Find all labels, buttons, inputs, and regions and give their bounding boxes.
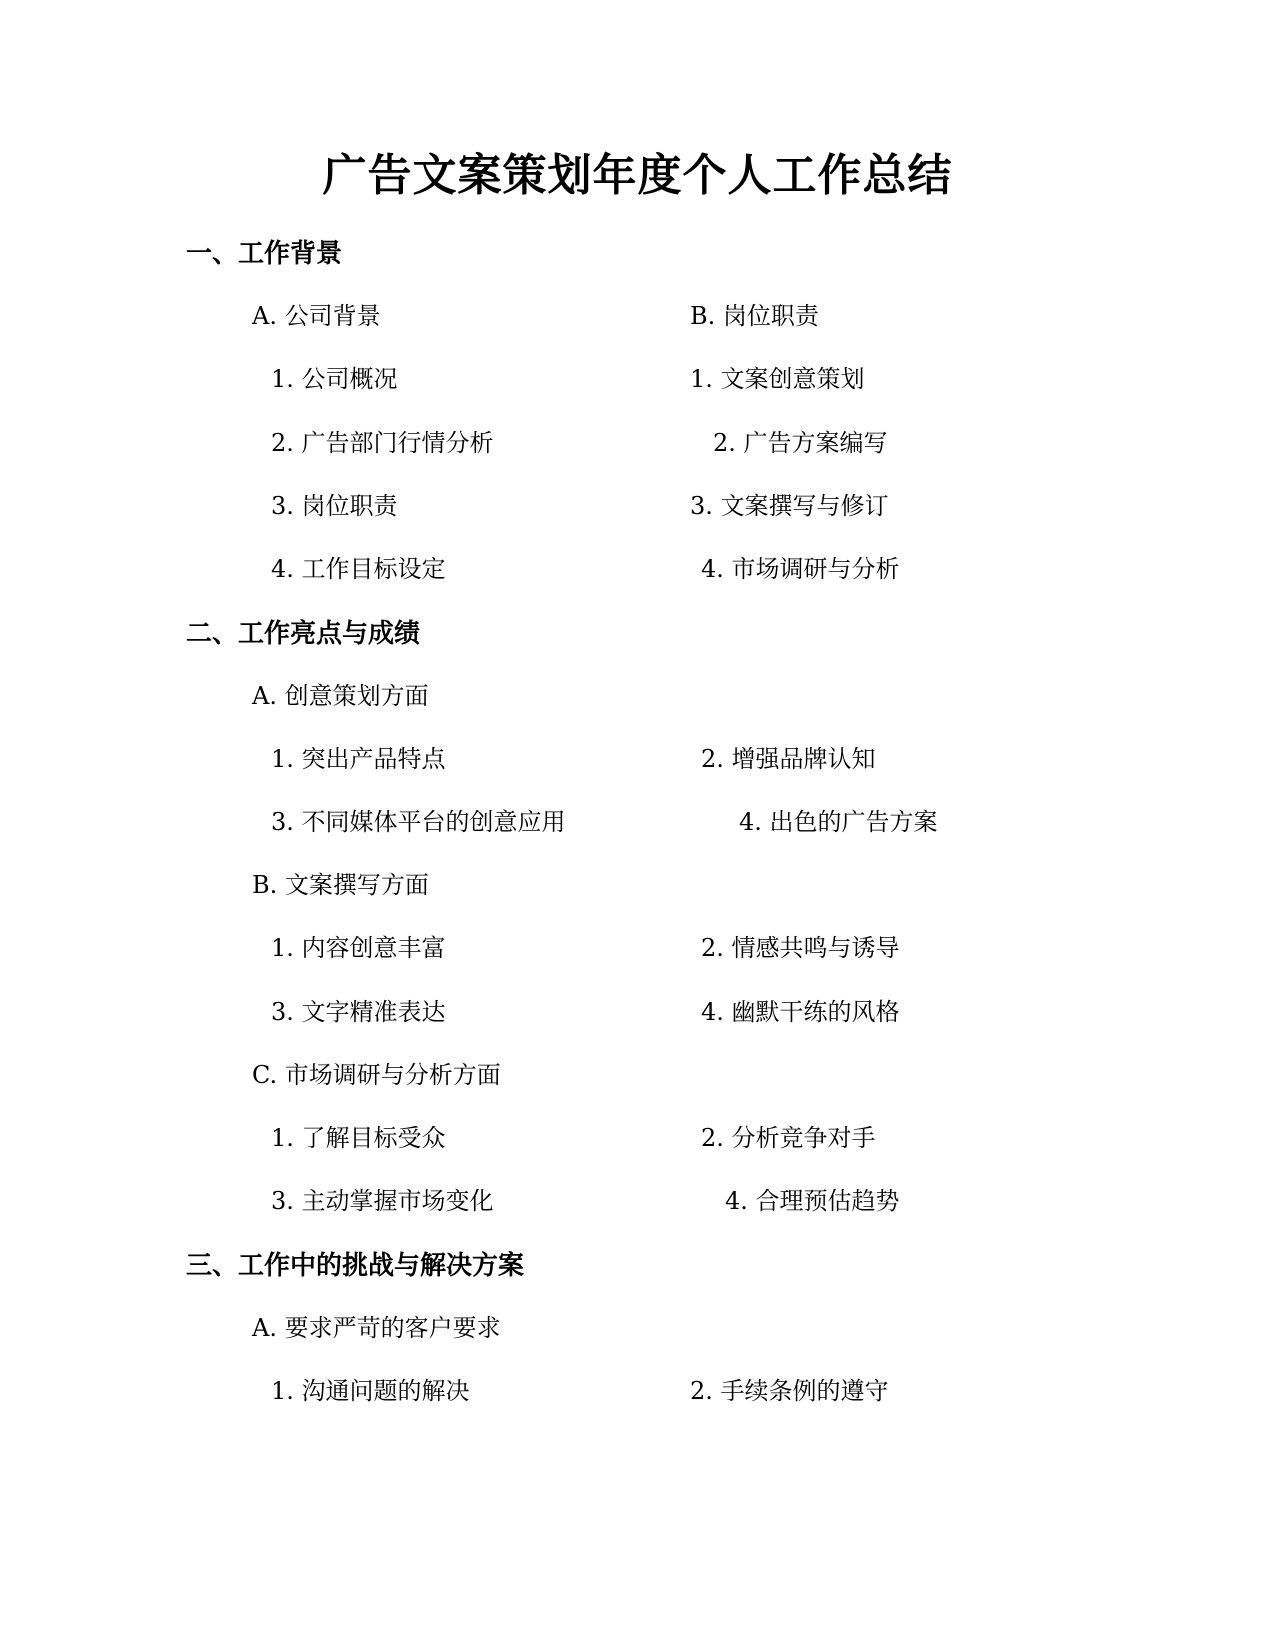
subsection-label: A. 创意策划方面: [252, 682, 429, 710]
subsection-label: B. 岗位职责: [690, 302, 819, 330]
list-item: 4. 幽默干练的风格: [701, 998, 900, 1026]
list-item: 3. 主动掌握市场变化: [271, 1187, 494, 1215]
list-item: 3. 岗位职责: [271, 492, 398, 520]
section-heading: 三、工作中的挑战与解决方案: [186, 1251, 525, 1281]
list-item: 3. 文字精准表达: [271, 998, 446, 1026]
subsection-label: B. 文案撰写方面: [252, 871, 429, 899]
list-item: 2. 手续条例的遵守: [690, 1377, 889, 1405]
list-item: 1. 文案创意策划: [690, 365, 865, 393]
list-item: 4. 市场调研与分析: [701, 555, 900, 583]
section-heading: 二、工作亮点与成绩: [186, 619, 421, 649]
subsection-label: C. 市场调研与分析方面: [252, 1061, 501, 1089]
list-item: 1. 沟通问题的解决: [271, 1377, 470, 1405]
section-heading: 一、工作背景: [186, 239, 343, 269]
list-item: 1. 突出产品特点: [271, 745, 446, 773]
list-item: 2. 情感共鸣与诱导: [701, 934, 900, 962]
list-item: 2. 分析竞争对手: [701, 1124, 876, 1152]
list-item: 2. 增强品牌认知: [701, 745, 876, 773]
list-item: 1. 内容创意丰富: [271, 934, 446, 962]
list-item: 4. 工作目标设定: [271, 555, 446, 583]
list-item: 3. 文案撰写与修订: [690, 492, 889, 520]
subsection-label: A. 要求严苛的客户要求: [252, 1314, 501, 1342]
list-item: 4. 合理预估趋势: [725, 1187, 900, 1215]
list-item: 3. 不同媒体平台的创意应用: [271, 808, 566, 836]
list-item: 1. 公司概况: [271, 365, 398, 393]
document-title: 广告文案策划年度个人工作总结: [322, 150, 953, 201]
list-item: 1. 了解目标受众: [271, 1124, 446, 1152]
list-item: 4. 出色的广告方案: [739, 808, 938, 836]
subsection-label: A. 公司背景: [252, 302, 381, 330]
list-item: 2. 广告方案编写: [713, 429, 888, 457]
list-item: 2. 广告部门行情分析: [271, 429, 494, 457]
